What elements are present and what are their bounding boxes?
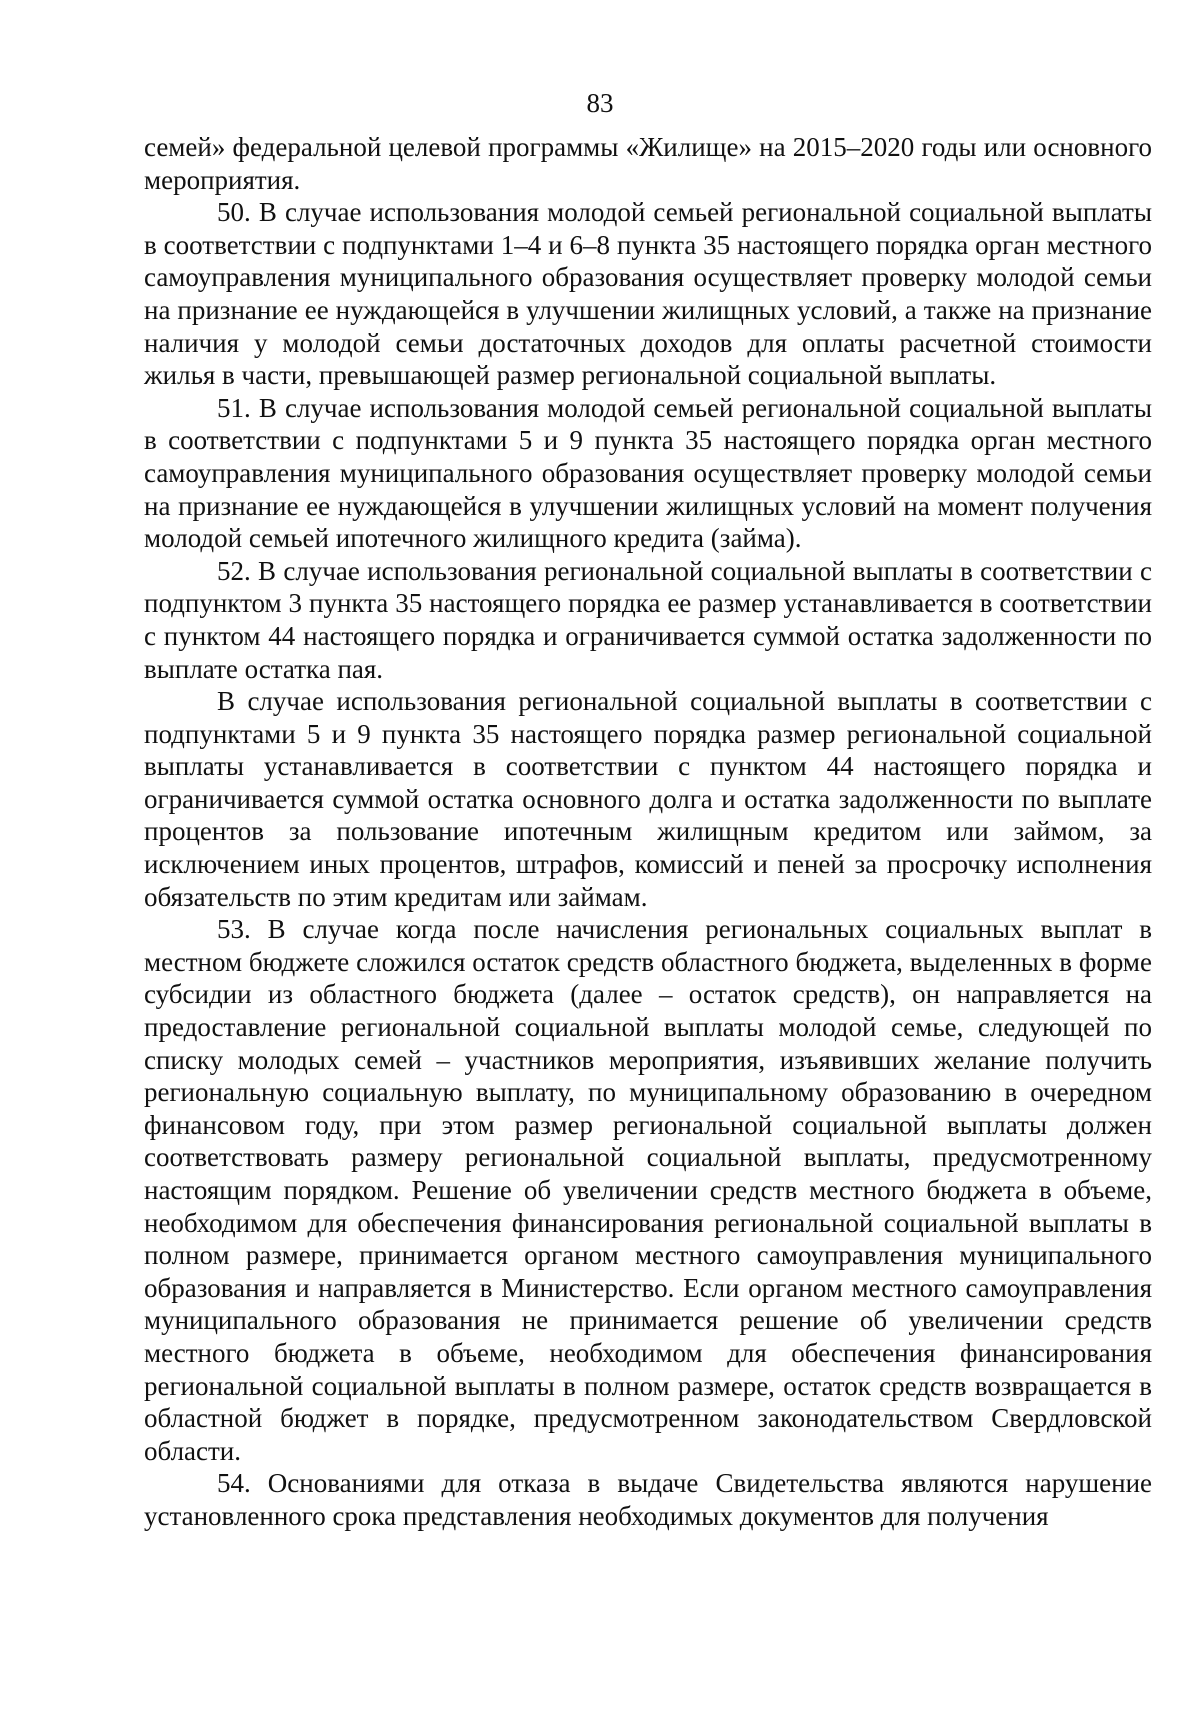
paragraph-52: 52. В случае использования региональной социальной выплаты в соответствии с подпунктом 3 пункта 35 настоящего порядка ее размер устанавливается в соответствии с пунктом 44 настоящего порядка и ограничивается суммой остатка задолженности по выплате остатка пая. bbox=[144, 555, 1152, 684]
document-body bbox=[144, 131, 1152, 1533]
paragraph-52-continued: В случае использования региональной социальной выплаты в соответствии с подпунктами 5 и 9 пункта 35 настоящего порядка размер региональной социальной выплаты устанавливается в соответствии с пунктом 44 настоящего порядка и ограничивается суммой остатка основного долга и остатка задолженности по выплате процентов за пользование ипотечным жилищным кредитом или займом, за исключением иных процентов, штрафов, комиссий и пеней за просрочку исполнения обязательств по этим кредитам или займам. bbox=[144, 686, 1152, 912]
paragraph-51: 51. В случае использования молодой семьей региональной социальной выплаты в соответствии с подпунктами 5 и 9 пункта 35 настоящего порядка орган местного самоуправления муниципального образования осуществляет проверку молодой семьи на признание ее нуждающейся в улучшении жилищных условий на момент получения молодой семьей ипотечного жилищного кредита (займа). bbox=[144, 392, 1152, 554]
page-number: 83 bbox=[586, 88, 614, 118]
paragraph-53: 53. В случае когда после начисления региональных социальных выплат в местном бюджете сложился остаток средств областного бюджета, выделенных в форме субсидии из областного бюджета (далее – остаток средств), он направляется на предоставление региональной социальной выплаты молодой семье, следующей по списку молодых семей – участников мероприятия, изъявивших желание получить региональную социальную выплату, по муниципальному образованию в очередном финансовом году, при этом размер региональной социальной выплаты должен соответствовать размеру региональной социальной выплаты, предусмотренному настоящим порядком. Решение об увеличении средств местного бюджета в объеме, необходимом для обеспечения финансирования региональной социальной выплаты в полном размере, принимается органом местного самоуправления муниципального образования и направляется в Министерство. Если органом местного самоуправления муниципального образования не принимается решение об увеличении средств местного бюджета в объеме, необходимом для обеспечения финансирования региональной социальной выплаты в полном размере, остаток средств возвращается в областной бюджет в порядке, предусмотренном законодательством Свердловской области. bbox=[144, 914, 1152, 1466]
paragraph-50: 50. В случае использования молодой семьей региональной социальной выплаты в соответствии с подпунктами 1–4 и 6–8 пункта 35 настоящего порядка орган местного самоуправления муниципального образования осуществляет проверку молодой семьи на признание ее нуждающейся в улучшении жилищных условий, а также на признание наличия у молодой семьи достаточных доходов для оплаты расчетной стоимости жилья в части, превышающей размер региональной социальной выплаты. bbox=[144, 197, 1152, 391]
paragraph-54: 54. Основаниями для отказа в выдаче Свидетельства являются нарушение установленного срока представления необходимых документов для получения bbox=[144, 1468, 1152, 1531]
paragraph-continuation: семей» федеральной целевой программы «Жилище» на 2015–2020 годы или основного мероприятия. bbox=[144, 132, 1152, 195]
